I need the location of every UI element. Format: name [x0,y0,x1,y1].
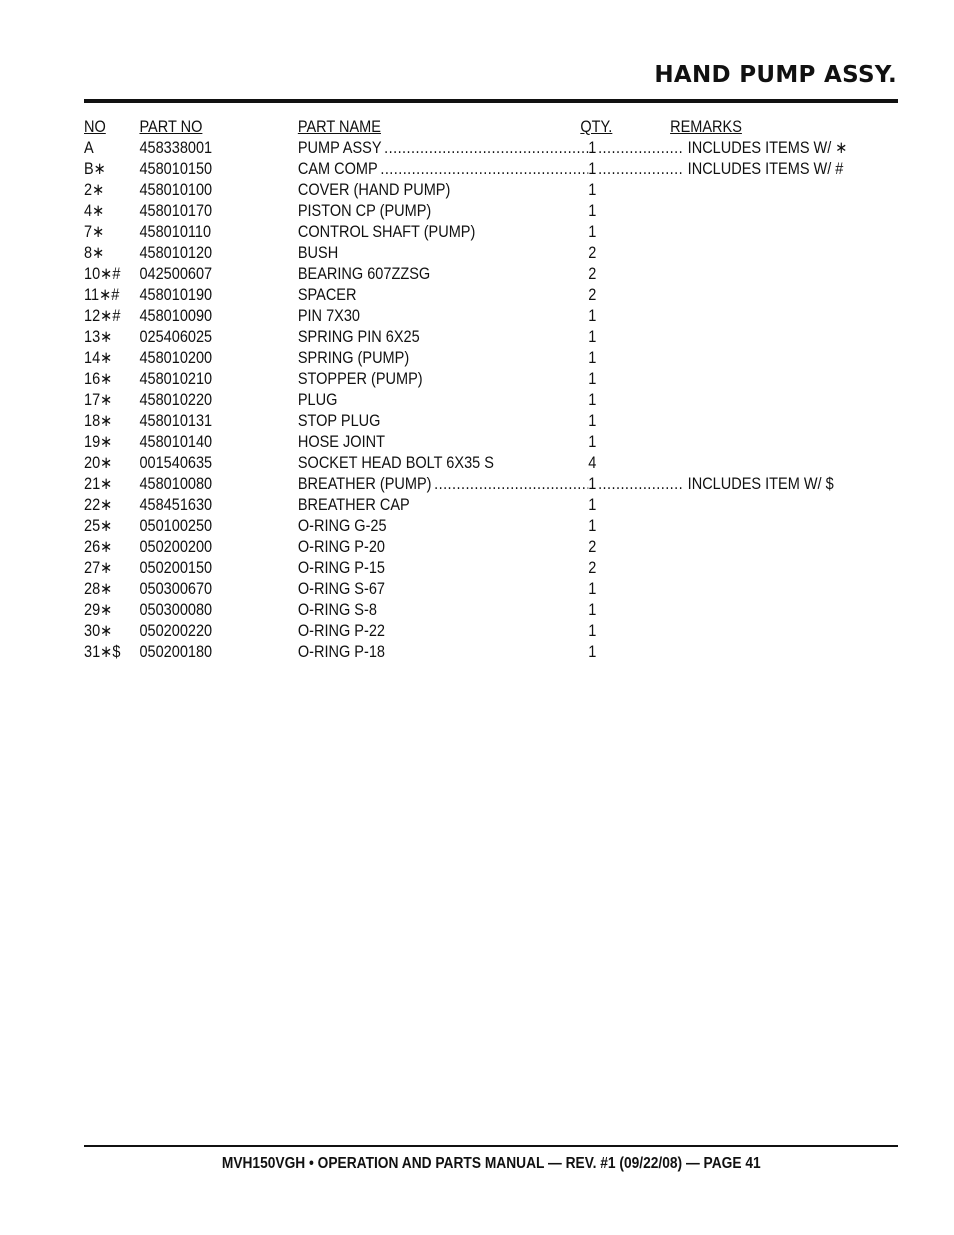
table-row [84,285,898,306]
cell-no: 31∗$ [84,643,121,661]
cell-part-name [298,642,588,663]
cell-part-no: 458010200 [139,349,213,367]
table-row [84,138,898,159]
cell-qty [588,306,685,327]
cell-no: 25∗ [84,517,113,535]
cell-part-no: 050200220 [139,622,213,640]
table-row [84,369,898,390]
cell-qty [588,432,685,453]
cell-no: 4∗ [84,202,105,220]
cell-no: 11∗# [84,286,120,304]
table-row [84,537,898,558]
cell-qty [588,474,685,495]
cell-qty [588,243,685,264]
cell-no: 10∗# [84,265,121,283]
part-name-text: STOPPER (PUMP) [297,370,423,388]
cell-qty [588,600,685,621]
cell-part-name [298,558,588,579]
table-row [84,390,898,411]
qty-text: 1 [588,643,597,661]
cell-qty [588,390,685,411]
cell-no: 21∗ [84,475,113,493]
cell-part-no: 050200150 [139,559,213,577]
part-name-text: CONTROL SHAFT (PUMP) [297,223,476,241]
leader-dots [380,159,588,180]
cell-qty [588,138,685,159]
cell-part-name [298,516,588,537]
table-row [84,642,898,663]
cell-part-name [298,159,588,180]
cell-remarks: INCLUDES ITEMS W/ ∗ [687,139,848,157]
table-row [84,243,898,264]
part-name-text: O-RING G-25 [297,517,387,535]
cell-qty [588,222,685,243]
qty-text: 1 [588,139,597,157]
qty-text: 1 [588,622,597,640]
qty-text: 1 [588,328,597,346]
cell-part-name [298,222,588,243]
title-rule [84,99,898,103]
cell-qty [588,579,685,600]
cell-part-name [298,453,588,474]
part-name-text: BREATHER (PUMP) [297,475,432,493]
cell-qty [588,537,685,558]
qty-text: 1 [588,202,597,220]
qty-text: 1 [588,349,597,367]
part-name-text: SPRING (PUMP) [297,349,410,367]
qty-text: 2 [588,286,597,304]
qty-text: 1 [588,307,597,325]
table-row [84,453,898,474]
part-name-text: SPACER [297,286,357,304]
part-name-text: COVER (HAND PUMP) [297,181,451,199]
cell-part-name [298,579,588,600]
part-name-text: HOSE JOINT [297,433,385,451]
cell-part-name [298,327,588,348]
cell-part-name [298,264,588,285]
leader-dots [598,138,683,159]
cell-qty [588,516,685,537]
cell-part-no: 042500607 [139,265,213,283]
qty-text: 2 [588,559,597,577]
cell-part-no: 458010090 [139,307,213,325]
table-row [84,222,898,243]
table-row [84,180,898,201]
table-row [84,516,898,537]
cell-no: 29∗ [84,601,113,619]
cell-no: 19∗ [84,433,113,451]
cell-part-name [298,537,588,558]
cell-part-name [298,243,588,264]
qty-text: 4 [588,454,597,472]
cell-part-no: 458010100 [139,181,213,199]
cell-part-name [298,180,588,201]
cell-no: B∗ [84,160,106,178]
qty-text: 2 [588,538,597,556]
table-row [84,348,898,369]
leader-dots [598,474,683,495]
table-row [84,558,898,579]
qty-text: 1 [588,160,597,178]
cell-part-no: 458010110 [139,223,212,241]
cell-part-no: 050300670 [139,580,213,598]
cell-part-name [298,411,588,432]
table-row [84,201,898,222]
table-row [84,306,898,327]
qty-text: 1 [588,601,597,619]
cell-part-no: 458010150 [139,160,213,178]
part-name-text: PLUG [297,391,338,409]
cell-qty [588,285,685,306]
cell-qty [588,495,685,516]
cell-part-no: 458010210 [139,370,213,388]
qty-text: 1 [588,580,597,598]
cell-remarks: INCLUDES ITEM W/ $ [687,475,834,493]
qty-text: 1 [588,496,597,514]
table-row [84,327,898,348]
part-name-text: CAM COMP [297,160,378,178]
table-header [84,117,898,138]
cell-part-no: 458010220 [139,391,213,409]
cell-no: A [84,139,94,157]
cell-qty [588,369,685,390]
cell-part-name [298,495,588,516]
cell-part-no: 458010080 [139,475,213,493]
cell-part-no: 458451630 [139,496,213,514]
cell-no: 17∗ [84,391,113,409]
cell-no: 26∗ [84,538,113,556]
footer-text: MVH150VGH • OPERATION AND PARTS MANUAL — REV. #1 (09/22/08) — PAGE 41 [221,1155,761,1172]
part-name-text: PIN 7X30 [297,307,360,325]
cell-qty [588,642,685,663]
page-footer [84,1155,898,1173]
table-row [84,432,898,453]
part-name-text: SPRING PIN 6X25 [297,328,420,346]
cell-part-no: 025406025 [139,328,213,346]
cell-part-name [298,306,588,327]
part-name-text: SOCKET HEAD BOLT 6X35 S [297,454,494,472]
table-row [84,159,898,180]
cell-part-name [298,621,588,642]
header-part-no: PART NO [139,118,203,136]
cell-part-name [298,201,588,222]
leader-dots [384,138,588,159]
cell-no: 30∗ [84,622,113,640]
cell-part-no: 458010140 [139,433,213,451]
qty-text: 1 [588,223,597,241]
cell-no: 22∗ [84,496,113,514]
part-name-text: O-RING S-67 [297,580,385,598]
header-remarks: REMARKS [670,118,742,136]
cell-no: 8∗ [84,244,105,262]
table-row [84,579,898,600]
qty-text: 1 [588,517,597,535]
cell-part-name [298,432,588,453]
cell-part-name [298,390,588,411]
cell-no: 13∗ [84,328,113,346]
cell-part-name [298,474,588,495]
part-name-text: O-RING S-8 [297,601,377,619]
header-part-name: PART NAME [297,118,381,136]
cell-part-no: 050200200 [139,538,213,556]
header-qty: QTY. [580,118,613,136]
footer-rule [84,1145,898,1147]
qty-text: 1 [588,391,597,409]
qty-text: 1 [588,433,597,451]
table-row [84,411,898,432]
cell-part-no: 458338001 [139,139,213,157]
part-name-text: O-RING P-22 [297,622,385,640]
cell-qty [588,327,685,348]
table-row [84,621,898,642]
part-name-text: O-RING P-18 [297,643,385,661]
cell-no: 2∗ [84,181,105,199]
cell-qty [588,348,685,369]
cell-qty [588,453,685,474]
cell-qty [588,411,685,432]
table-row [84,474,898,495]
part-name-text: PISTON CP (PUMP) [297,202,432,220]
part-name-text: BEARING 607ZZSG [297,265,431,283]
part-name-text: BUSH [297,244,339,262]
qty-text: 1 [588,181,597,199]
part-name-text: PUMP ASSY [297,139,382,157]
cell-no: 27∗ [84,559,113,577]
leader-dots [598,159,683,180]
cell-part-no: 458010131 [139,412,213,430]
qty-text: 2 [588,265,597,283]
cell-qty [588,180,685,201]
cell-part-no: 050300080 [139,601,213,619]
cell-part-no: 050200180 [139,643,213,661]
cell-no: 20∗ [84,454,113,472]
cell-part-name [298,600,588,621]
cell-qty [588,621,685,642]
leader-dots [434,474,588,495]
part-name-text: BREATHER CAP [297,496,410,514]
cell-remarks: INCLUDES ITEMS W/ # [687,160,844,178]
cell-no: 12∗# [84,307,121,325]
part-name-text: O-RING P-15 [297,559,385,577]
cell-part-no: 050100250 [139,517,213,535]
cell-no: 16∗ [84,370,113,388]
cell-part-name [298,348,588,369]
table-row [84,264,898,285]
cell-part-name [298,369,588,390]
page-title: HAND PUMP ASSY. [654,62,897,88]
cell-part-no: 458010120 [139,244,213,262]
table-row [84,600,898,621]
part-name-text: STOP PLUG [297,412,381,430]
cell-part-no: 001540635 [139,454,213,472]
cell-no: 14∗ [84,349,113,367]
cell-qty [588,159,685,180]
part-name-text: O-RING P-20 [297,538,385,556]
qty-text: 1 [588,412,597,430]
cell-part-no: 458010170 [139,202,213,220]
qty-text: 1 [588,370,597,388]
cell-qty [588,264,685,285]
parts-table [84,117,898,663]
table-row [84,495,898,516]
cell-no: 28∗ [84,580,113,598]
cell-part-name [298,285,588,306]
cell-qty [588,558,685,579]
cell-no: 7∗ [84,223,105,241]
qty-text: 2 [588,244,597,262]
cell-part-name [298,138,588,159]
cell-no: 18∗ [84,412,113,430]
cell-qty [588,201,685,222]
header-no: NO [84,118,106,136]
cell-part-no: 458010190 [139,286,213,304]
table-body [84,138,898,663]
qty-text: 1 [588,475,597,493]
